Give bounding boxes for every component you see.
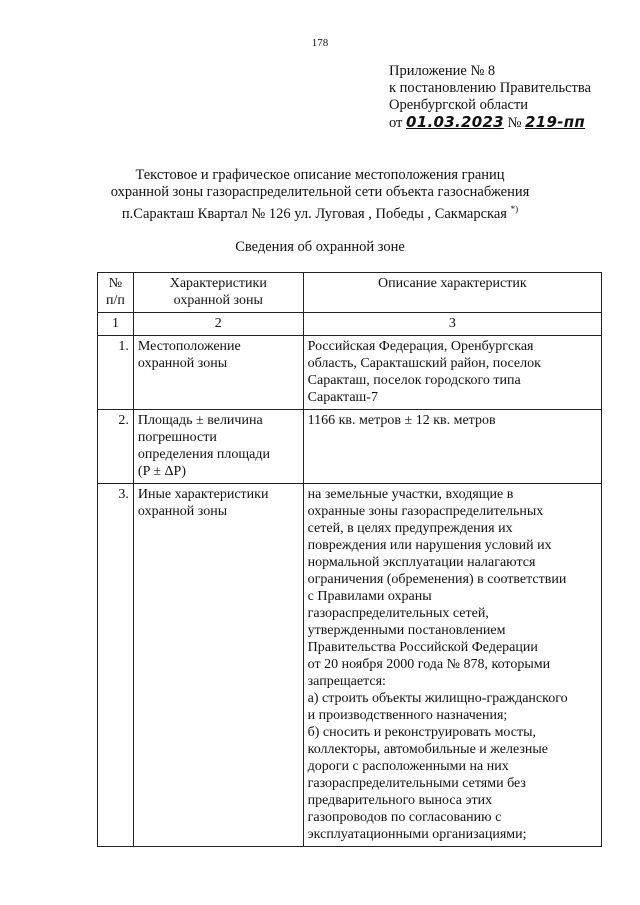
text-line: Саракташ-7 [307,390,378,405]
table-row [98,484,602,847]
text-line: погрешности [137,430,217,445]
text-line: охранной зоны [137,356,228,371]
text-line: а) строить объекты жилищно-гражданского [307,691,568,706]
number-sign: № [507,115,522,131]
text-line: утвержденными постановлением [307,623,506,638]
text-line: Правительства Российской Федерации [307,640,538,655]
text-line: охранной зоны [173,293,263,308]
text-line: эксплуатационными организациями; [307,827,527,842]
appendix-block [389,63,591,132]
page-number: 178 [311,37,329,49]
footnote-mark: *) [510,204,519,214]
text-line: Характеристики [169,276,267,291]
text-line: (P ± ΔP) [137,464,186,479]
row-description [303,484,601,847]
appendix-date-line [389,114,591,132]
text-line: № [108,276,123,291]
row-number: 2. [98,410,134,484]
text-line: газораспределительных сетей, [307,606,489,621]
row-characteristic [133,484,303,847]
text-line: газораспределительными сетями без [307,776,526,791]
table-index-row [98,313,602,336]
text-line: от 20 ноября 2000 года № 878, которыми [307,657,551,672]
text-line: предварительного выноса этих [307,793,493,808]
document-title [0,167,640,223]
appendix-line-1: Приложение № 8 [389,63,496,79]
text-line: б) сносить и реконструировать мосты, [307,725,537,740]
text-line: повреждения или нарушения условий их [307,538,552,553]
table-row [98,336,602,410]
table-header-row [98,273,602,313]
header-description [303,273,601,313]
appendix-line-2: к постановлению Правительства [389,80,591,96]
text-line: охранной зоны [137,504,228,519]
zone-info-table [97,272,602,847]
text-line: Иные характеристики [137,487,269,502]
index-cell-2: 2 [133,313,303,336]
text-line: Описание характеристик [377,276,527,291]
index-cell-3: 3 [303,313,601,336]
title-line-3 [0,201,640,223]
text-line: ограничения (обременения) в соответствии [307,572,567,587]
text-line: коллекторы, автомобильные и железные [307,742,548,757]
row-description [303,336,601,410]
text-line: газопроводов по согласованию с [307,810,502,825]
header-characteristics [133,273,303,313]
text-line: определения площади [137,447,270,462]
text-line: Площадь ± величина [137,413,263,428]
text-line: запрещается: [307,674,386,689]
text-line: охранные зоны газораспределительных [307,504,544,519]
title-line-3-text: п.Саракташ Квартал № 126 ул. Луговая , Победы , Сакмарская [121,205,507,222]
title-line-2: охранной зоны газораспределительной сети объекта газоснабжения [110,184,530,200]
text-line: с Правилами охраны [307,589,432,604]
row-characteristic [133,336,303,410]
index-cell-1: 1 [98,313,134,336]
appendix-line-3: Оренбургской области [389,97,529,113]
row-characteristic [133,410,303,484]
section-subtitle: Сведения об охранной зоне [235,239,405,255]
text-line: нормальной эксплуатации налагаются [307,555,536,570]
text-line: 1166 кв. метров ± 12 кв. метров [307,413,496,428]
text-line: дороги с расположенными на них [307,759,509,774]
text-line: Саракташ, поселок городского типа [307,373,521,388]
header-number [98,273,134,313]
date-prefix: от [389,115,403,131]
table-row [98,410,602,484]
handwritten-date: 01.03.2023 [406,113,504,131]
row-number: 1. [98,336,134,410]
text-line: Российская Федерация, Оренбургская [307,339,534,354]
row-number: 3. [98,484,134,847]
text-line: и производственного назначения; [307,708,508,723]
text-line: на земельные участки, входящие в [307,487,514,502]
text-line: сетей, в целях предупреждения их [307,521,513,536]
text-line: п/п [106,293,125,308]
title-line-1: Текстовое и графическое описание местоположения границ [135,167,505,183]
text-line: Местоположение [137,339,241,354]
text-line: область, Саракташский район, поселок [307,356,541,371]
row-description [303,410,601,484]
handwritten-number: 219-пп [525,113,586,131]
